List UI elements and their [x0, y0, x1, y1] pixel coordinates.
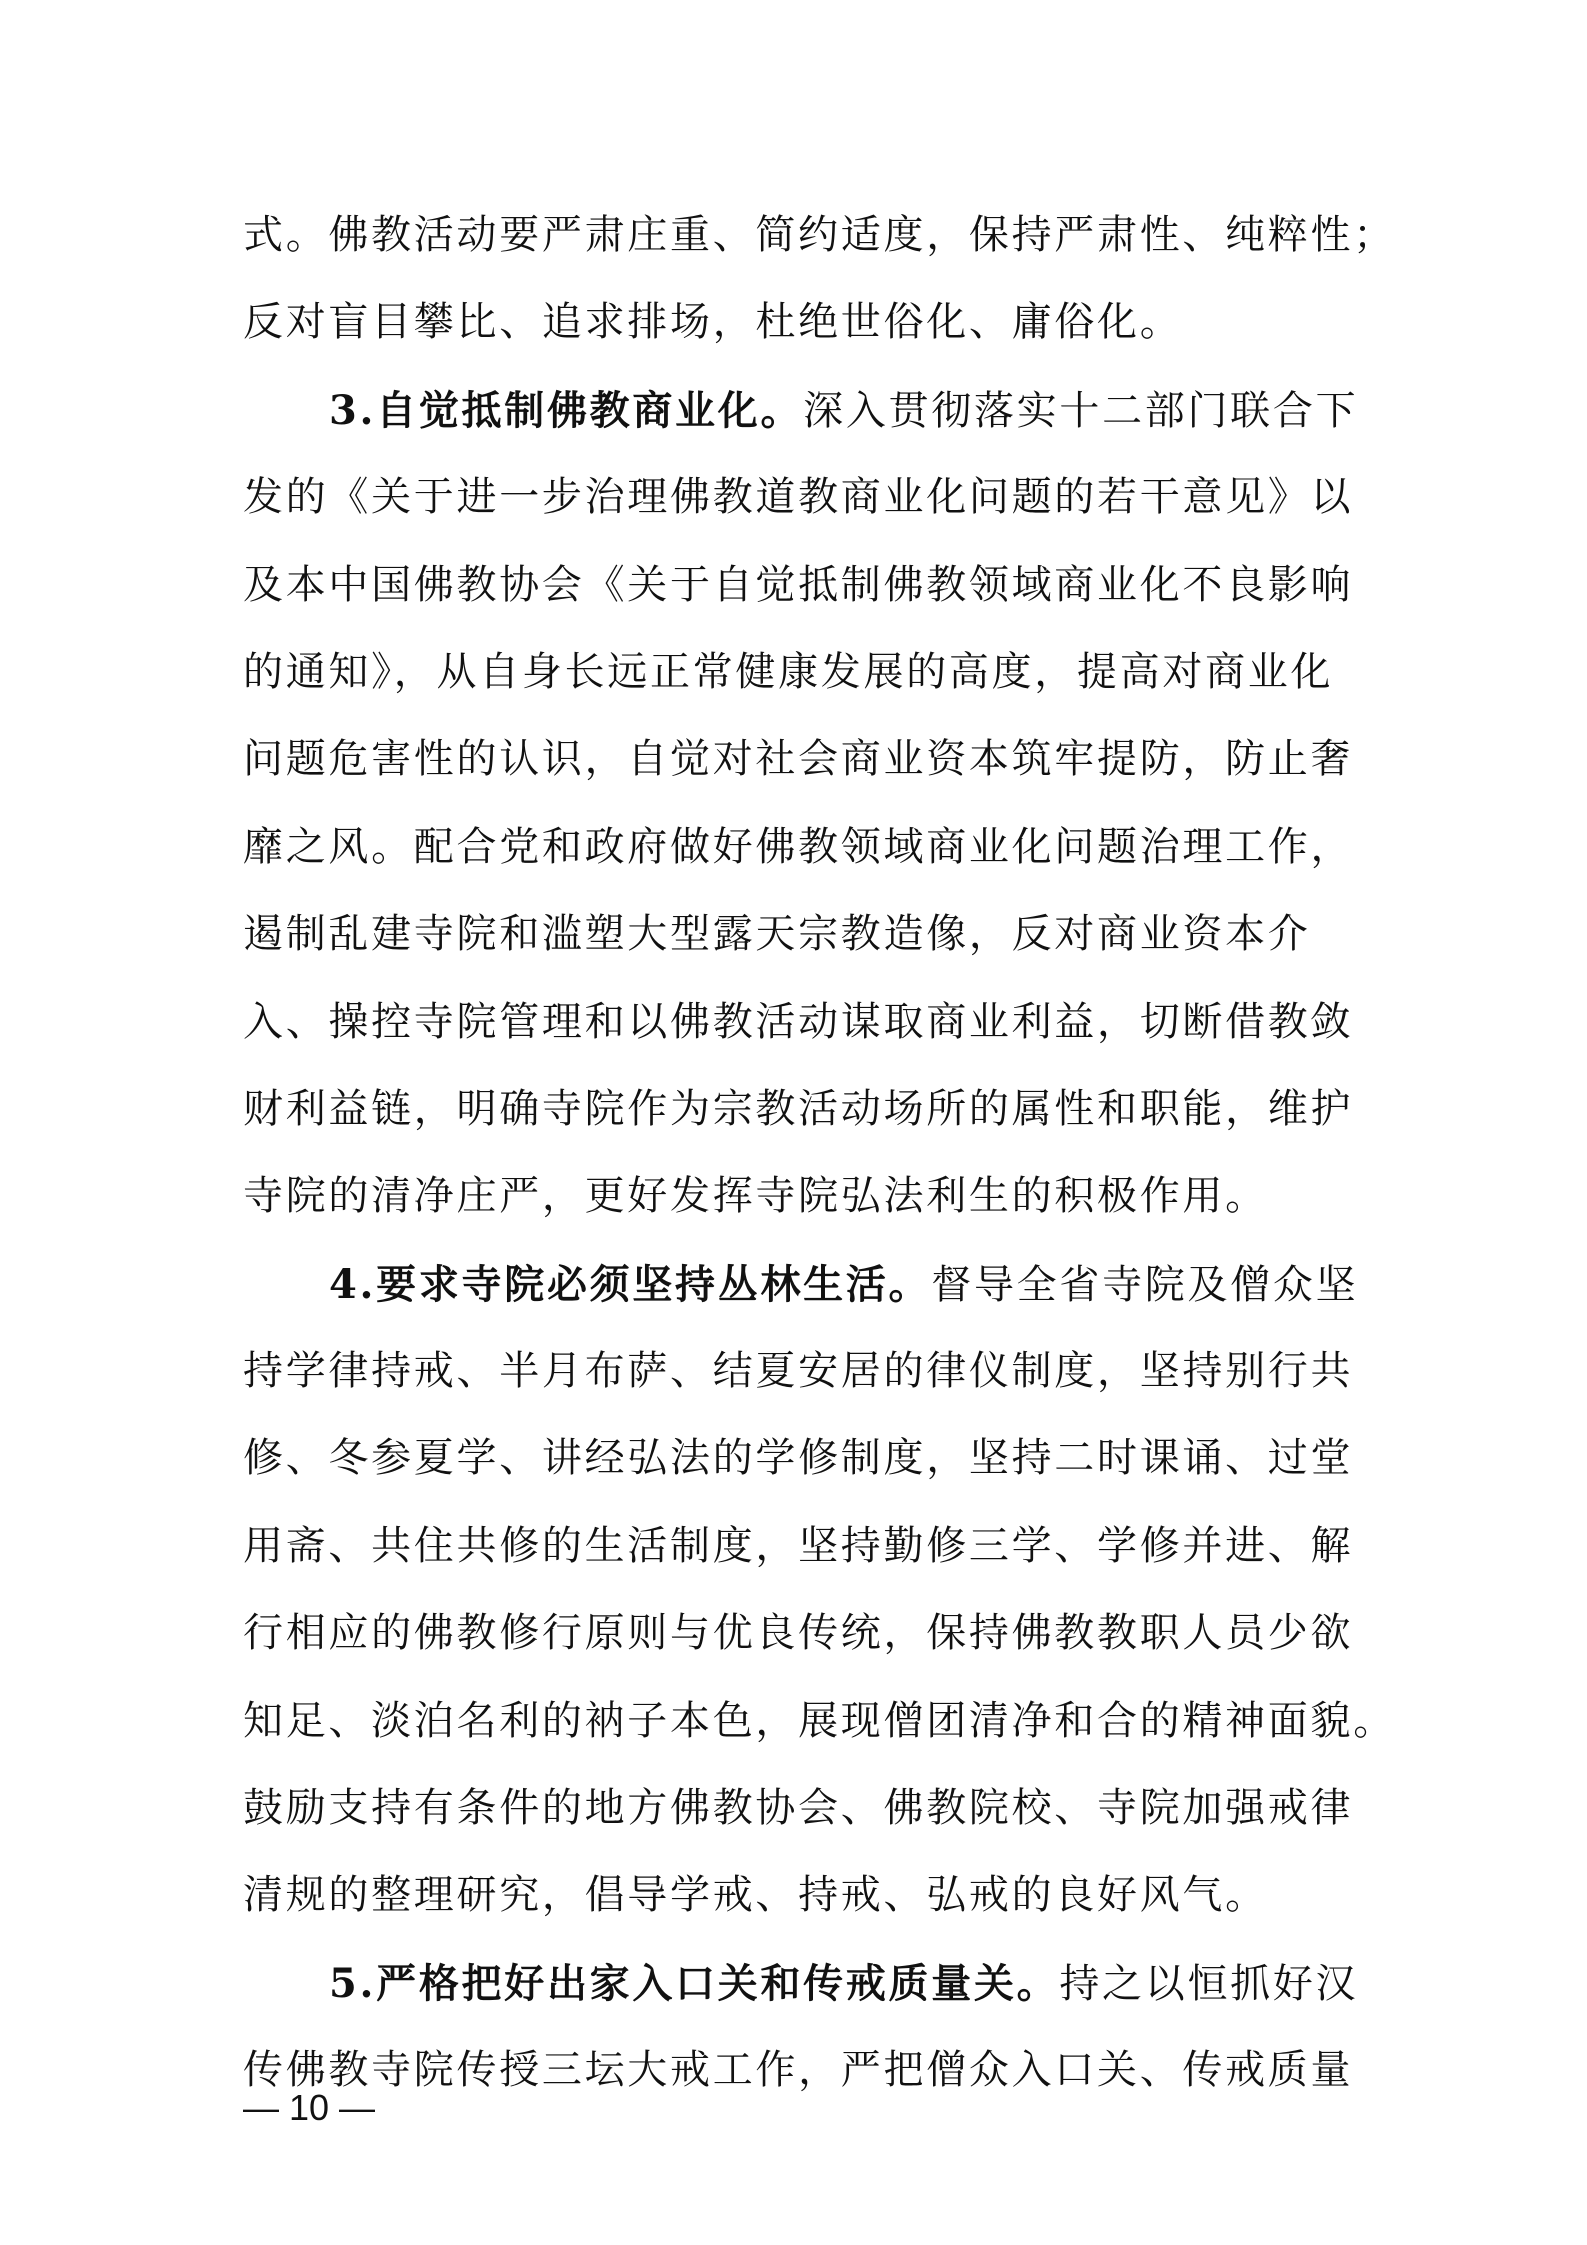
text-line	[243, 542, 1358, 629]
line-text: 督导全省寺院及僧众坚	[931, 1261, 1359, 1308]
section-heading: 4.要求寺院必须坚持丛林生活。	[329, 1260, 932, 1308]
line-text: 入、操控寺院管理和以佛教活动谋取商业利益，切断借教敛	[243, 998, 1354, 1045]
text-line	[243, 1066, 1358, 1153]
text-line	[243, 629, 1358, 716]
line-text: 的通知》，从自身长远正常健康发展的高度，提高对商业化	[243, 648, 1334, 695]
line-text: 持之以恒抓好汉	[1059, 1960, 1359, 2007]
line-text: 修、冬参夏学、讲经弘法的学修制度，坚持二时课诵、过堂	[243, 1435, 1354, 1482]
line-text: 传佛教寺院传授三坛大戒工作，严把僧众入口关、传戒质量	[243, 2047, 1354, 2094]
text-line	[243, 2027, 1358, 2114]
line-text: 财利益链，明确寺院作为宗教活动场所的属性和职能，维护	[243, 1085, 1354, 1132]
line-text: 问题危害性的认识，自觉对社会商业资本筑牢提防，防止奢	[243, 736, 1354, 783]
section-heading: 3.自觉抵制佛教商业化。	[329, 386, 804, 434]
body-text	[243, 192, 1396, 2115]
line-text: 发的《关于进一步治理佛教道教商业化问题的若干意见》以	[243, 474, 1354, 521]
line-text: 持学律持戒、半月布萨、结夏安居的律仪制度，坚持别行共	[243, 1348, 1354, 1395]
line-text: 式。佛教活动要严肃庄重、简约适度，保持严肃性、纯粹性；	[243, 212, 1396, 258]
line-text: 知足、淡泊名利的衲子本色，展现僧团清净和合的精神面貌。	[243, 1697, 1396, 1744]
line-text: 遏制乱建寺院和滥塑大型露天宗教造像，反对商业资本介	[243, 911, 1311, 958]
line-text: 寺院的清净庄严，更好发挥寺院弘法利生的积极作用。	[243, 1173, 1268, 1220]
text-line	[243, 1590, 1358, 1677]
text-line	[243, 1678, 1396, 1765]
section-heading: 5.严格把好出家入口关和传戒质量关。	[329, 1959, 1060, 2007]
line-text: 鼓励支持有条件的地方佛教协会、佛教院校、寺院加强戒律	[243, 1785, 1354, 1832]
line-text: 清规的整理研究，倡导学戒、持戒、弘戒的良好风气。	[243, 1872, 1268, 1919]
text-line	[243, 1503, 1358, 1590]
text-line	[243, 1852, 1358, 1939]
text-line	[243, 192, 1396, 279]
line-text: 靡之风。配合党和政府做好佛教领域商业化问题治理工作，	[243, 823, 1354, 870]
section-heading-line-5	[243, 1940, 1358, 2027]
text-line	[243, 804, 1358, 891]
line-text: 行相应的佛教修行原则与优良传统，保持佛教教职人员少欲	[243, 1610, 1354, 1657]
line-text: 深入贯彻落实十二部门联合下	[803, 387, 1359, 434]
line-text: 反对盲目攀比、追求排场，杜绝世俗化、庸俗化。	[243, 299, 1183, 346]
text-line	[243, 454, 1358, 541]
text-line	[243, 1153, 1358, 1240]
text-line	[243, 1328, 1358, 1415]
page-number: — 10 —	[243, 2087, 376, 2128]
text-line	[243, 1415, 1358, 1502]
text-line	[243, 716, 1358, 803]
text-line	[243, 1765, 1358, 1852]
text-line	[243, 979, 1358, 1066]
line-text: 用斋、共住共修的生活制度，坚持勤修三学、学修并进、解	[243, 1522, 1354, 1569]
section-heading-line-4	[243, 1241, 1358, 1328]
text-line	[243, 891, 1358, 978]
text-line	[243, 279, 1358, 366]
section-heading-line-3	[243, 367, 1358, 454]
line-text: 及本中国佛教协会《关于自觉抵制佛教领域商业化不良影响	[243, 561, 1354, 608]
